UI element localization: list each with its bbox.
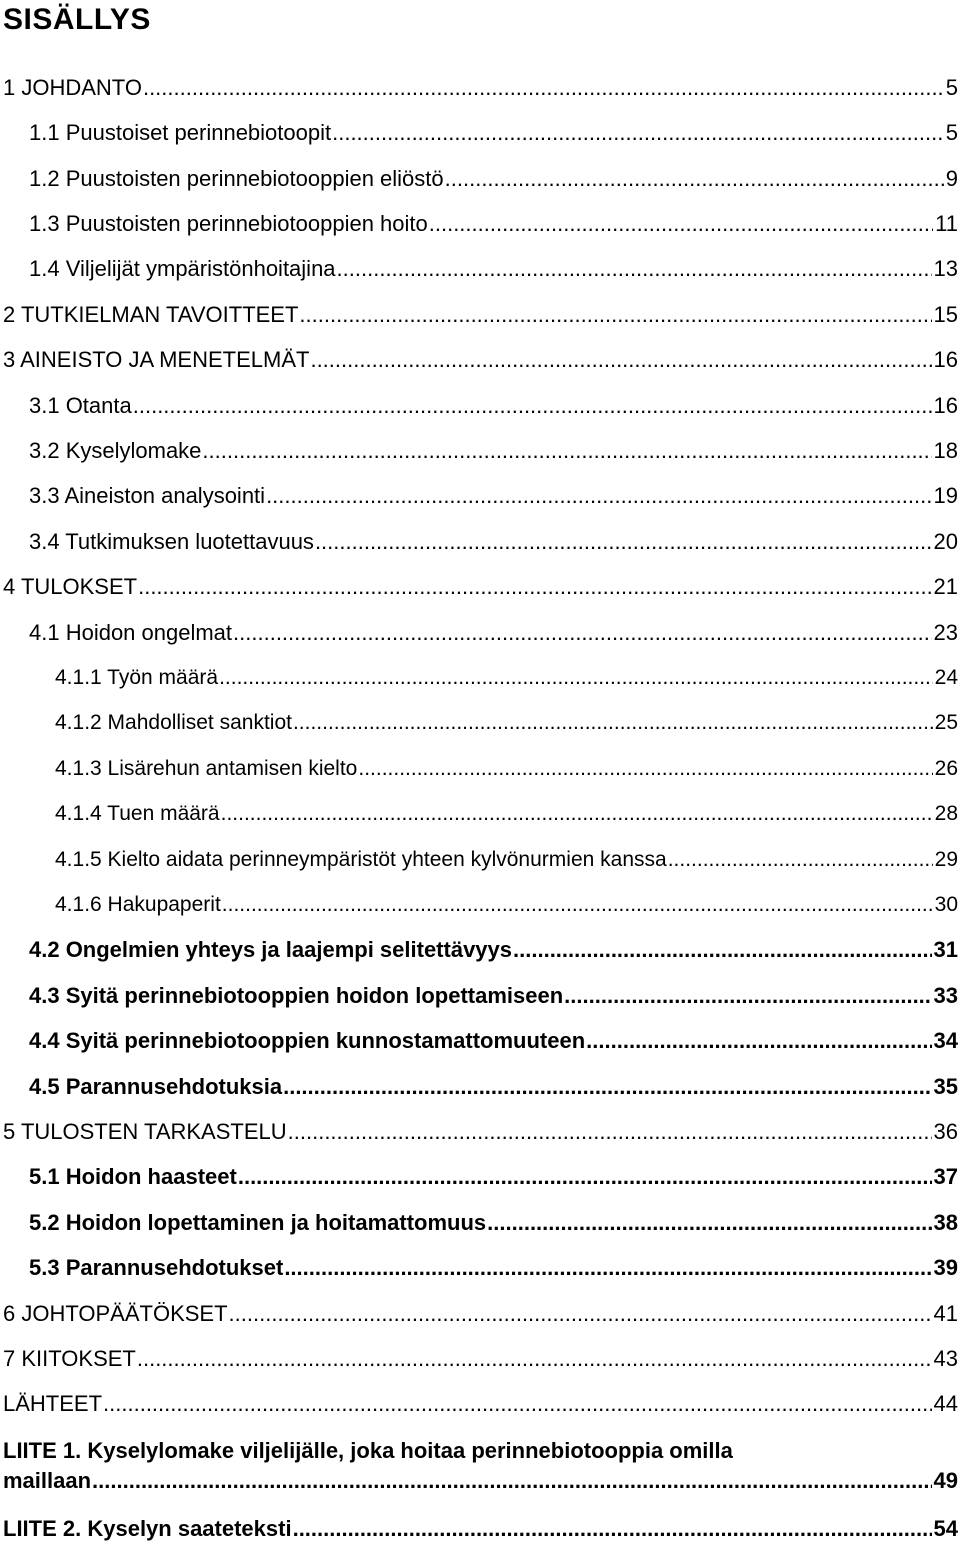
dot-leader — [238, 1162, 932, 1192]
toc-entry-label: 4.1.4 Tuen määrä — [55, 802, 220, 825]
dot-leader — [202, 436, 931, 466]
toc-entry-label: 5 TULOSTEN TARKASTELU — [3, 1119, 287, 1144]
toc-entry-label: 1.1 Puustoiset perinnebiotoopit — [29, 120, 332, 145]
toc-entry-label: 4.1.5 Kielto aidata perinneympäristöt yhteen kylvönurmien kanssa — [55, 848, 667, 871]
toc-entry-label: 4 TULOKSET — [3, 574, 138, 599]
toc-entry-page: 5 — [945, 75, 958, 100]
toc-entry-label: 4.4 Syitä perinnebiotooppien kunnostamattomuuteen — [29, 1028, 586, 1053]
toc-entry[interactable] — [29, 118, 958, 148]
toc-entry-page: 24 — [934, 666, 958, 689]
toc-entry-label: 3.3 Aineiston analysointi — [29, 483, 266, 508]
toc-entry-page: 16 — [933, 347, 958, 372]
dot-leader — [283, 1072, 931, 1102]
toc-entry-page: 37 — [933, 1164, 958, 1189]
toc-entry[interactable] — [29, 164, 958, 194]
toc-entry-page: 49 — [933, 1468, 958, 1493]
toc-entry[interactable] — [3, 1299, 958, 1329]
toc-entry-page: 30 — [934, 893, 958, 916]
toc-entry-label: 1.4 Viljelijät ympäristönhoitajina — [29, 256, 336, 281]
toc-entry[interactable] — [3, 345, 958, 375]
toc-entry[interactable] — [29, 436, 958, 466]
dot-leader — [315, 527, 932, 557]
toc-entry-label: 4.1.1 Työn määrä — [55, 666, 219, 689]
toc-entry[interactable] — [55, 754, 958, 784]
dot-leader — [293, 708, 933, 738]
dot-leader — [221, 799, 933, 829]
toc-entry-page: 39 — [933, 1255, 958, 1280]
toc-entry[interactable] — [29, 527, 958, 557]
toc-entry-label: 7 KIITOKSET — [3, 1346, 136, 1371]
toc-entry-page: 11 — [935, 211, 958, 236]
toc-entry-page: 54 — [933, 1516, 958, 1541]
toc-entry-label: 2 TUTKIELMAN TAVOITTEET — [3, 302, 299, 327]
dot-leader — [564, 981, 931, 1011]
toc-entry-label: 5.1 Hoidon haasteet — [29, 1164, 237, 1189]
toc-entry[interactable] — [29, 209, 958, 239]
dot-leader — [513, 935, 932, 965]
toc-entry[interactable] — [55, 708, 958, 738]
toc-entry-label: 3.1 Otanta — [29, 393, 132, 418]
toc-entry[interactable] — [29, 618, 958, 648]
toc-entry[interactable] — [3, 73, 958, 103]
dot-leader — [288, 1117, 932, 1147]
toc-entry-page: 43 — [933, 1346, 958, 1371]
dot-leader — [133, 391, 932, 421]
toc-entry-page: 28 — [934, 802, 958, 825]
toc-entry-page: 29 — [934, 848, 958, 871]
toc-entry[interactable] — [3, 1117, 958, 1147]
dot-leader — [103, 1389, 931, 1419]
dot-leader — [222, 890, 933, 920]
toc-entry-page: 35 — [933, 1074, 958, 1099]
toc-entry-page: 23 — [933, 620, 958, 645]
toc-entry-label: 5.3 Parannusehdotukset — [29, 1255, 284, 1280]
toc-entry-label: 1.3 Puustoisten perinnebiotooppien hoito — [29, 211, 428, 236]
toc-entry-page: 9 — [945, 166, 958, 191]
toc-entry-label: 4.5 Parannusehdotuksia — [29, 1074, 283, 1099]
toc-entry-page: 26 — [934, 757, 958, 780]
dot-leader — [337, 254, 932, 284]
toc-entry[interactable] — [3, 1344, 958, 1374]
dot-leader — [233, 618, 931, 648]
toc-entry-page: 20 — [933, 529, 958, 554]
toc-entry-page: 38 — [933, 1210, 958, 1235]
toc-entry-page: 25 — [934, 711, 958, 734]
toc-entry-label: 4.1.6 Hakupaperit — [55, 893, 221, 916]
toc-entry[interactable] — [29, 1253, 958, 1283]
toc-entry-page: 21 — [933, 574, 958, 599]
dot-leader — [92, 1466, 931, 1496]
toc-entry-label: 5.2 Hoidon lopettaminen ja hoitamattomuus — [29, 1210, 487, 1235]
toc-entry-page: 5 — [945, 120, 958, 145]
dot-leader — [229, 1299, 932, 1329]
toc-entry-label: 4.1.2 Mahdolliset sanktiot — [55, 711, 292, 734]
toc-entry-label: 4.3 Syitä perinnebiotooppien hoidon lopettamiseen — [29, 983, 564, 1008]
toc-entry-page: 31 — [933, 937, 958, 962]
toc-entry[interactable] — [29, 1208, 958, 1238]
toc-entry-label: 4.2 Ongelmien yhteys ja laajempi selitettävyys — [29, 937, 513, 962]
toc-entry[interactable] — [3, 1389, 958, 1419]
dot-leader — [138, 572, 931, 602]
toc-entry[interactable] — [3, 572, 958, 602]
dot-leader — [429, 209, 933, 239]
toc-entry[interactable] — [55, 845, 958, 875]
toc-entry-label-continued — [3, 1466, 958, 1496]
toc-entry-page: 18 — [933, 438, 958, 463]
toc-entry[interactable] — [55, 799, 958, 829]
toc-entry-label: LIITE 1. Kyselylomake viljelijälle, joka hoitaa perinnebiotooppia omilla — [3, 1438, 733, 1463]
toc-entry[interactable] — [29, 981, 958, 1011]
toc-entry-label: 3 AINEISTO JA MENETELMÄT — [3, 347, 310, 372]
dot-leader — [668, 845, 933, 875]
toc-entry[interactable] — [55, 663, 958, 693]
toc-entry-page: 19 — [933, 483, 958, 508]
toc-entry-label: 1 JOHDANTO — [3, 75, 142, 100]
toc-entry-label: 3.2 Kyselylomake — [29, 438, 202, 463]
dot-leader — [586, 1026, 931, 1056]
toc-entry[interactable] — [3, 1514, 958, 1544]
toc-entry-label: 4.1.3 Lisärehun antamisen kielto — [55, 757, 358, 780]
toc-entry[interactable] — [3, 300, 958, 330]
toc-entry-label: 1.2 Puustoisten perinnebiotooppien eliöstö — [29, 166, 444, 191]
dot-leader — [266, 481, 931, 511]
dot-leader — [284, 1253, 931, 1283]
toc-entry-label-line2: maillaan — [3, 1468, 92, 1493]
toc-entry[interactable] — [29, 391, 958, 421]
dot-leader — [299, 300, 931, 330]
toc-entry-page: 44 — [933, 1391, 958, 1416]
dot-leader — [445, 164, 944, 194]
toc-entry-page: 41 — [933, 1301, 958, 1326]
toc-entry-label: LÄHTEET — [3, 1391, 103, 1416]
toc-entry[interactable] — [29, 1072, 958, 1102]
toc-entry[interactable] — [29, 481, 958, 511]
dot-leader — [487, 1208, 931, 1238]
page-title: SISÄLLYS — [3, 3, 151, 36]
dot-leader — [293, 1514, 932, 1544]
toc-entry[interactable] — [55, 890, 958, 920]
toc-entry[interactable] — [3, 1436, 958, 1496]
dot-leader — [143, 73, 944, 103]
toc-entry-page: 33 — [933, 983, 958, 1008]
dot-leader — [137, 1344, 932, 1374]
toc-entry-page: 34 — [933, 1028, 958, 1053]
toc-entry[interactable] — [29, 1026, 958, 1056]
toc-entry-label: 3.4 Tutkimuksen luotettavuus — [29, 529, 314, 554]
toc-entry-page: 13 — [933, 256, 958, 281]
dot-leader — [310, 345, 931, 375]
toc-entry-label: 6 JOHTOPÄÄTÖKSET — [3, 1301, 228, 1326]
dot-leader — [358, 754, 932, 784]
toc-entry-page: 36 — [933, 1119, 958, 1144]
dot-leader — [219, 663, 933, 693]
toc-entry-label: LIITE 2. Kyselyn saateteksti — [3, 1516, 292, 1541]
toc-entry[interactable] — [29, 1162, 958, 1192]
dot-leader — [332, 118, 944, 148]
toc-entry-label: 4.1 Hoidon ongelmat — [29, 620, 233, 645]
toc-entry-page: 16 — [933, 393, 958, 418]
toc-entry[interactable] — [29, 254, 958, 284]
toc-entry-page: 15 — [933, 302, 958, 327]
toc-entry[interactable] — [29, 935, 958, 965]
